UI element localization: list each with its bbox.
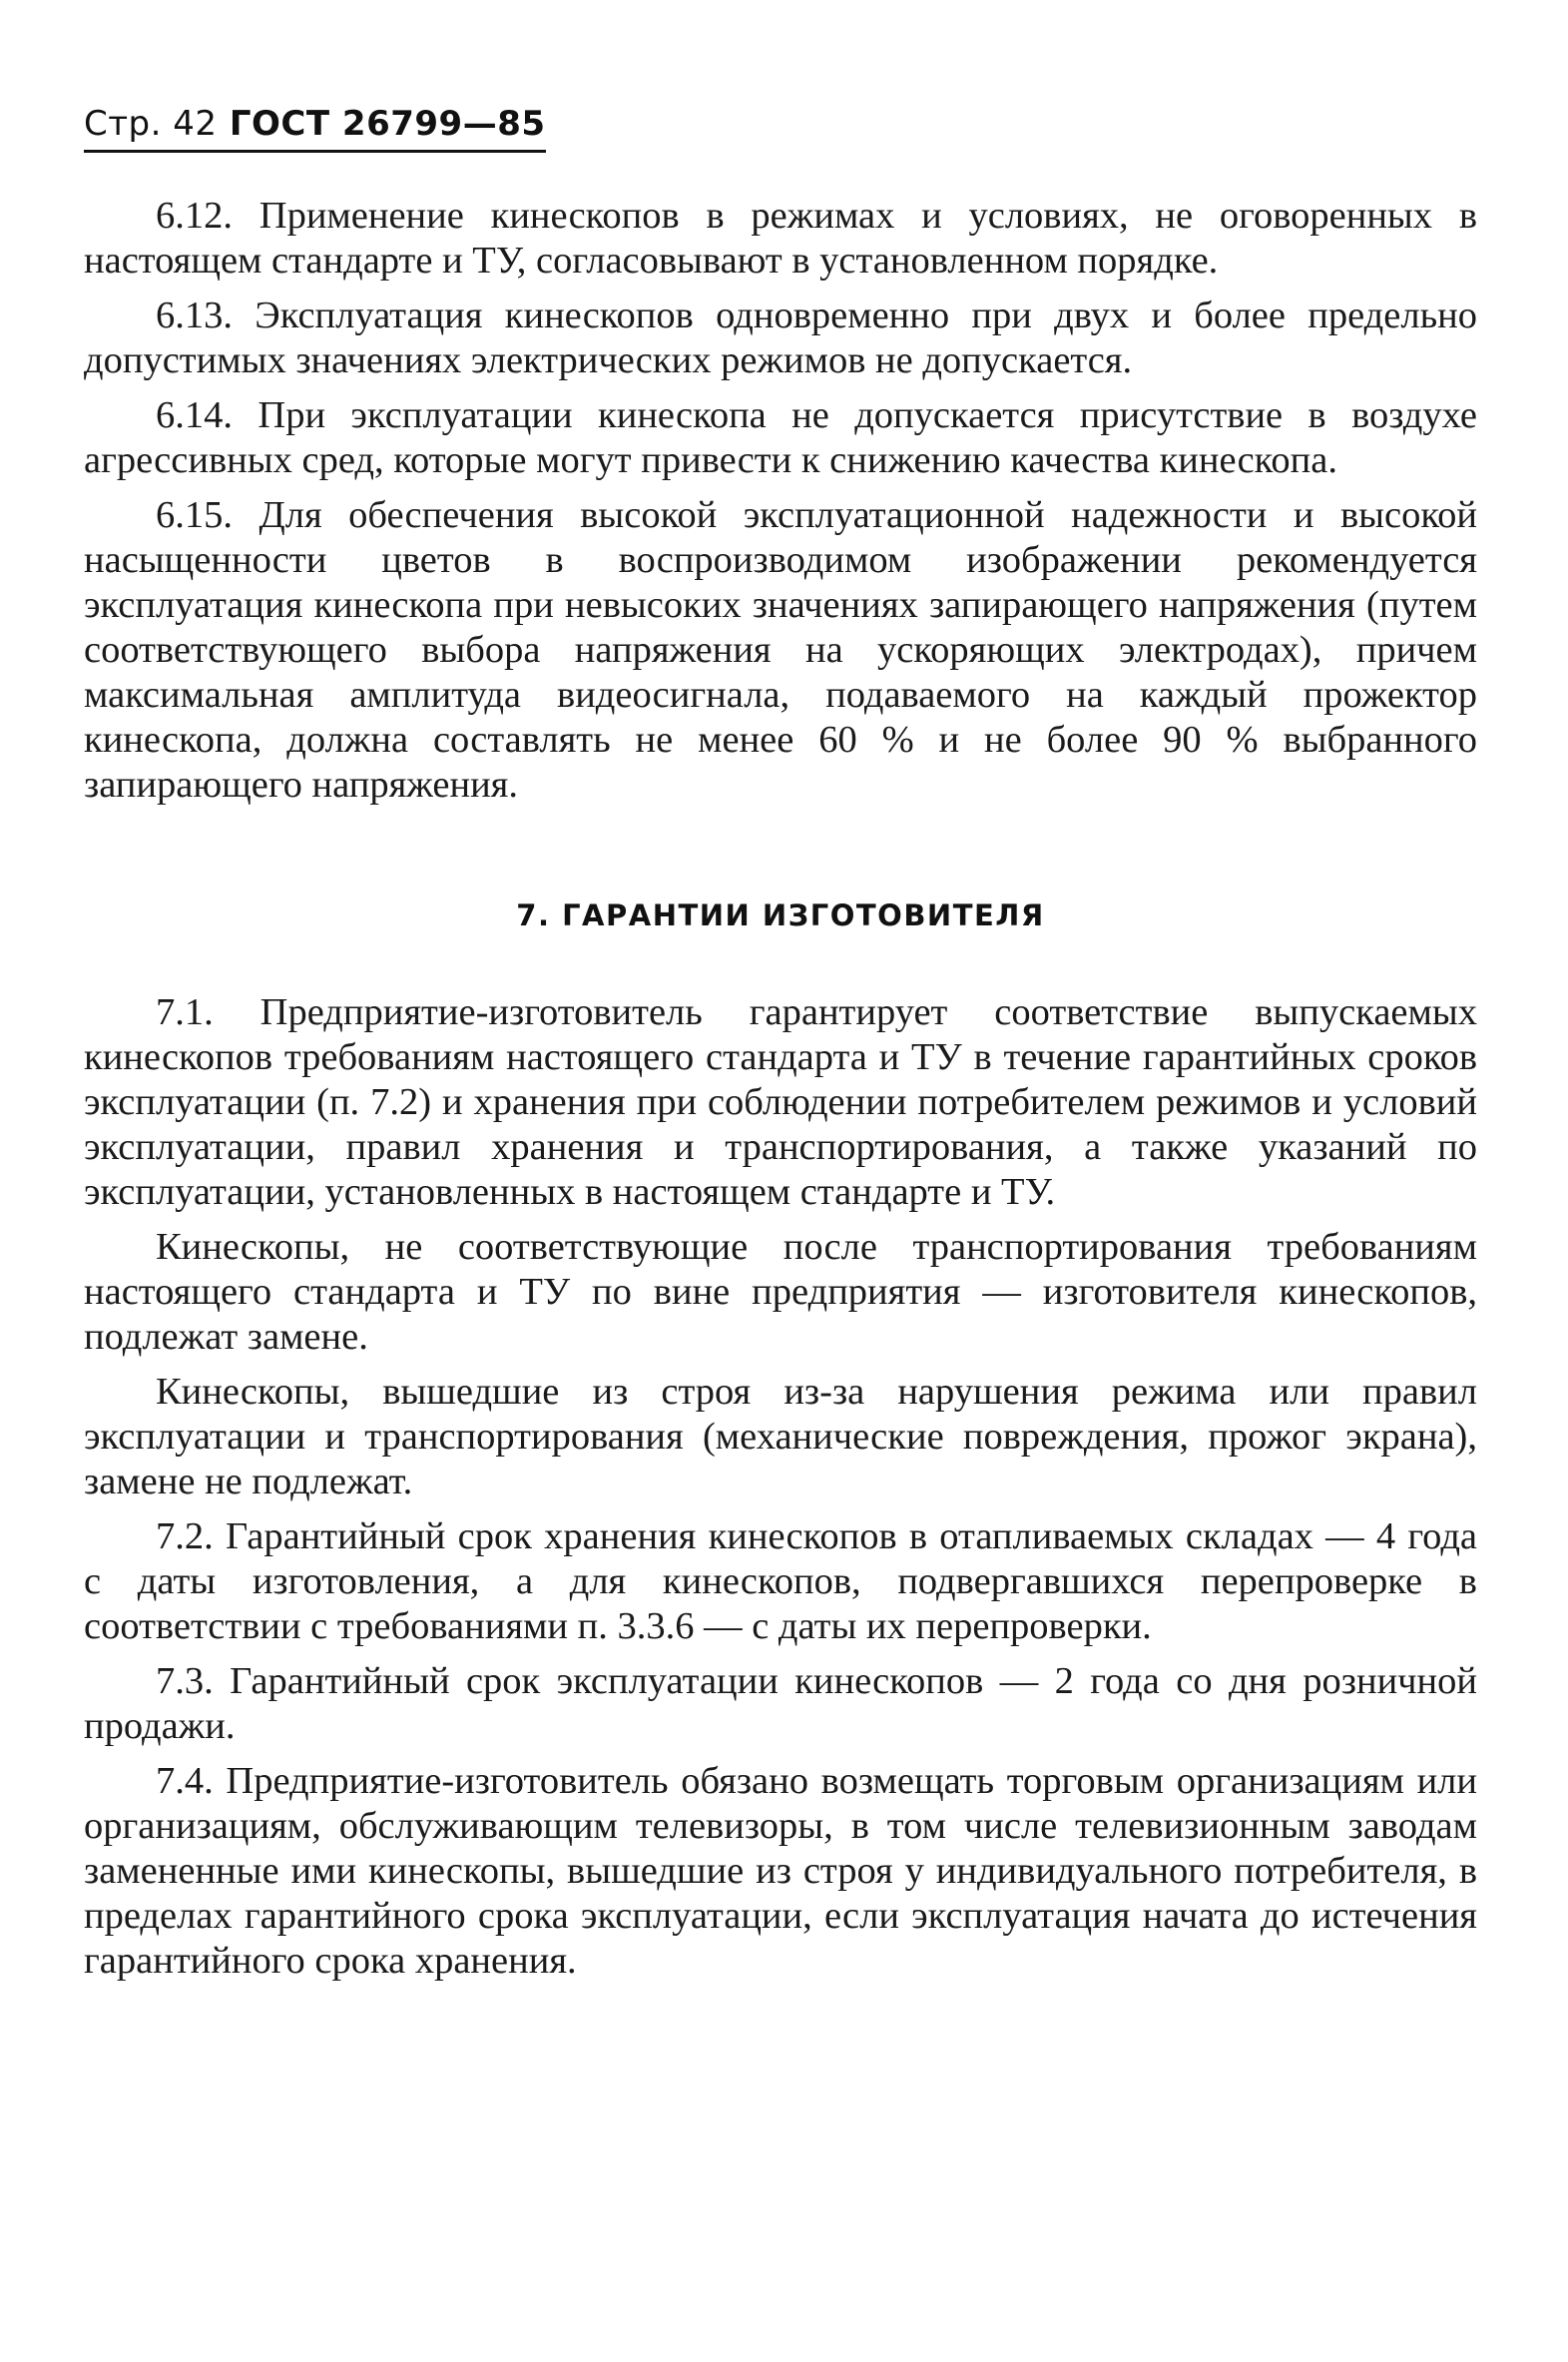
- paragraph-7-1-c: Кинескопы, вышедшие из строя из-за нарушения режима или правил эксплуатации и транспортирования (механические повреждения, прожог экрана), замене не подлежат.: [84, 1371, 1477, 1502]
- paragraph-6-13: 6.13. Эксплуатация кинескопов одновременно при двух и более предельно допустимых значениях электрических режимов не допускается.: [84, 295, 1477, 381]
- paragraph-6-12: 6.12. Применение кинескопов в режимах и условиях, не оговоренных в настоящем стандарте и ТУ, согласовывают в установленном порядке.: [84, 195, 1477, 282]
- section-7-title: 7. ГАРАНТИИ ИЗГОТОВИТЕЛЯ: [516, 898, 1045, 932]
- paragraph-7-1: 7.1. Предприятие-изготовитель гарантирует соответствие выпускаемых кинескопов требованиям настоящего стандарта и ТУ в течение гарантийных сроков эксплуатации (п. 7.2) и хранения при соблюдении потребителем режимов и условий эксплуатации, правил хранения и транспортирования, а также указаний по эксплуатации, установленных в настоящем стандарте и ТУ.: [84, 991, 1477, 1213]
- paragraph-7-4: 7.4. Предприятие-изготовитель обязано возмещать торговым организациям или организациям, обслуживающим телевизоры, в том числе телевизионным заводам замененные ими кинескопы, вышедшие из строя у индивидуального потребителя, в пределах гарантийного срока эксплуатации, если эксплуатация начата до истечения гарантийного срока хранения.: [84, 1760, 1477, 1982]
- paragraph-7-3: 7.3. Гарантийный срок эксплуатации кинескопов — 2 года со дня розничной продажи.: [84, 1660, 1477, 1747]
- page-number: Стр. 42: [84, 104, 218, 144]
- paragraph-7-1-b: Кинескопы, не соответствующие после транспортирования требованиям настоящего стандарта и ТУ по вине предприятия — изготовителя кинескопов, подлежат замене.: [84, 1226, 1477, 1358]
- document-body: [84, 194, 1477, 1994]
- paragraph-6-14: 6.14. При эксплуатации кинескопа не допускается присутствие в воздухе агрессивных сред, которые могут привести к снижению качества кинескопа.: [84, 394, 1477, 481]
- standard-designation: ГОСТ 26799—85: [229, 104, 546, 144]
- paragraph-7-2: 7.2. Гарантийный срок хранения кинескопов в отапливаемых складах — 4 года с даты изготовления, а для кинескопов, подвергавшихся перепроверке в соответствии с требованиями п. 3.3.6 — с даты их перепроверки.: [84, 1515, 1477, 1647]
- page-header: [84, 104, 546, 153]
- paragraph-6-15: 6.15. Для обеспечения высокой эксплуатационной надежности и высокой насыщенности цветов в воспроизводимом изображении рекомендуется эксплуатация кинескопа при невысоких значениях запирающего напряжения (путем соответствующего выбора напряжения на ускоряющих электродах), причем максимальная амплитуда видеосигнала, подаваемого на каждый прожектор кинескопа, должна составлять не менее 60 % и не более 90 % выбранного запирающего напряжения.: [84, 494, 1477, 806]
